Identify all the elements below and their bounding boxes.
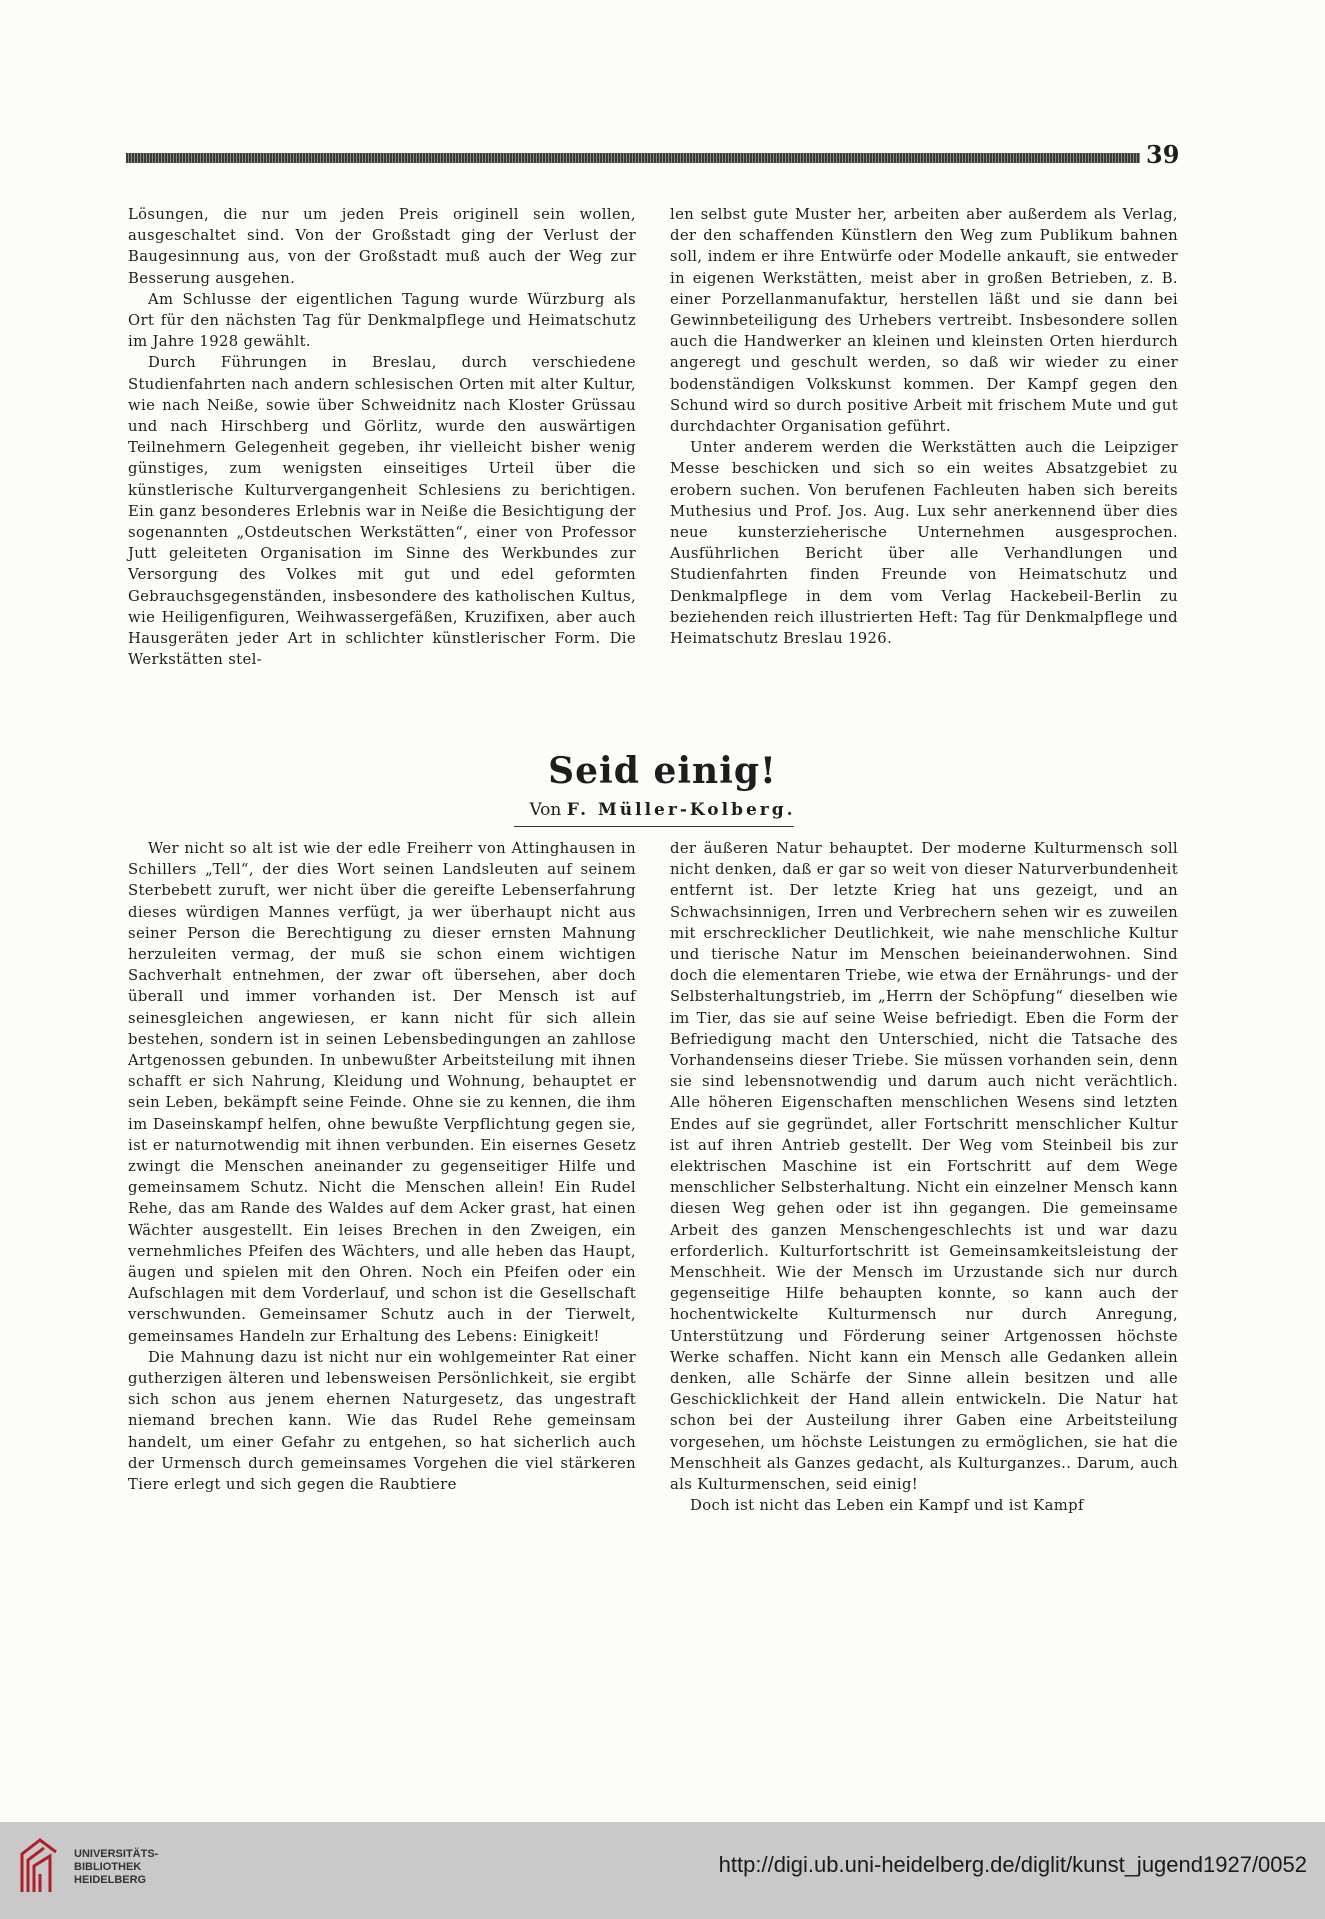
byline-underline: [514, 826, 794, 827]
header-rule: [126, 153, 1140, 163]
library-line: BIBLIOTHEK: [74, 1861, 142, 1873]
paragraph: Doch ist nicht das Leben ein Kampf und ist Kampf: [690, 1497, 1084, 1515]
article-title: Seid einig!: [548, 750, 777, 792]
article-right-column: [670, 838, 1178, 1517]
paragraph: Lösungen, die nur um jeden Preis originell sein wollen, ausgeschaltet sind. Von der Großstadt ging der Verlust der Baugesinnung aus, von der Großstadt muß auch der Weg zur Besserung ausgehen.: [128, 206, 636, 287]
paragraph: Unter anderem werden die Werkstätten auch die Leipziger Messe beschicken und sich so ein weites Absatzgebiet zu erobern suchen. Von berufenen Fachleuten haben sich bereits Muthesius und Prof. Jos. Aug. Lux sehr anerkennend über dies neue kunsterzieherische Unternehmen ausgesprochen. Ausführlichen Bericht über alle Verhandlungen und Studienfahrten finden Freunde von Heimatschutz und Denkmalpflege in dem vom Verlag Hackebeil-Berlin zu beziehenden reich illustrierten Heft: Tag für Denkmalpflege und Heimatschutz Breslau 1926.: [670, 439, 1178, 648]
byline-author: F. Müller-Kolberg.: [566, 800, 796, 820]
library-name: [74, 1848, 158, 1887]
page-number: 39: [1146, 140, 1180, 169]
article-left-column: [128, 838, 636, 1495]
library-line: HEIDELBERG: [74, 1874, 147, 1886]
paragraph: Am Schlusse der eigentlichen Tagung wurde Würzburg als Ort für den nächsten Tag für Denkmalpflege und Heimatschutz im Jahre 1928 gewählt.: [128, 290, 636, 351]
permalink-url[interactable]: http://digi.ub.uni-heidelberg.de/diglit/kunst_jugend1927/0052: [718, 1852, 1307, 1877]
paragraph: Durch Führungen in Breslau, durch verschiedene Studienfahrten nach andern schlesischen Orten mit alter Kultur, wie nach Neiße, sowie über Schweidnitz nach Kloster Grüssau und nach Hirschberg und Görlitz, wurde den auswärtigen Teilnehmern Gelegenheit gegeben, ihr vielleicht bisher wenig günstiges, zum wenigsten einseitiges Urteil über die künstlerische Kulturvergangenheit Schlesiens zu berichtigen. Ein ganz besonderes Erlebnis war in Neiße die Besichtigung der sogenannten „Ostdeutschen Werkstätten“, einer von Professor Jutt geleiteten Organisation im Sinne des Werkbundes zur Versorgung des Volkes mit gut und edel geformten Gebrauchsgegenständen, insbesondere des katholischen Kultus, wie Heiligenfiguren, Weihwassergefäßen, Kruzifixen, aber auch Hausgeräten jeder Art in schlichter künstlerischer Form. Die Werkstätten stel-: [128, 354, 636, 669]
paragraph: Wer nicht so alt ist wie der edle Freiherr von Attinghausen in Schillers „Tell“, der dies Wort seinen Landsleuten auf seinem Sterbebett zuruft, wer nicht über die gereifte Lebenserfahrung dieses würdigen Mannes verfügt, ja wer überhaupt nicht aus seiner Person die Berechtigung zu dieser ernsten Mahnung herzuleiten vermag, der muß sie schon einem wichtigen Sachverhalt entnehmen, der zwar oft übersehen, aber doch überall und immer vorhanden ist. Der Mensch ist auf seinesgleichen angewiesen, er kann nicht für sich allein bestehen, sondern ist in seinen Lebensbedingungen an zahllose Artgenossen gebunden. In unbewußter Arbeitsteilung mit ihnen schafft er sich Nahrung, Kleidung und Wohnung, behauptet er sein Leben, bekämpft seine Feinde. Ohne sie zu kennen, die ihm im Daseinskampf helfen, ohne bewußte Verpflichtung gegen sie, ist er naturnotwendig mit ihnen verbunden. Ein eisernes Gesetz zwingt die Menschen aneinander zu gegenseitiger Hilfe und gemeinsamem Schutz. Nicht die Menschen allein! Ein Rudel Rehe, das am Rande des Waldes auf dem Acker grast, hat einen Wächter ausgestellt. Ein leises Brechen in den Zweigen, ein vernehmliches Pfeifen des Wächters, und alle heben das Haupt, äugen und spielen mit den Ohren. Noch ein Pfeifen oder ein Aufschlagen mit dem Vorderlauf, und schon ist die Gesellschaft verschwunden. Gemeinsamer Schutz auch in der Tierwelt, gemeinsames Handeln zur Erhaltung des Lebens: Einigkeit!: [128, 840, 636, 1345]
top-right-column: [670, 204, 1178, 649]
paragraph: Die Mahnung dazu ist nicht nur ein wohlgemeinter Rat einer gutherzigen älteren und lebensweisen Persönlichkeit, sie ergibt sich schon aus jenem ehernen Naturgesetz, das ungestraft niemand brechen kann. Wie das Rudel Rehe gemeinsam handelt, um einer Gefahr zu entgehen, so hat sicherlich auch der Urmensch durch gemeinsames Vorgehen die viel stärkeren Tiere erlegt und sich gegen die Raubtiere: [128, 1348, 636, 1494]
top-left-column: [128, 204, 636, 670]
article-byline: [0, 800, 1325, 820]
viewer-footer: [0, 1822, 1325, 1919]
paragraph: der äußeren Natur behauptet. Der moderne Kulturmensch soll nicht denken, daß er gar so weit von dieser Naturverbundenheit entfernt ist. Der letzte Krieg hat uns gezeigt, und an Schwachsinnigen, Irren und Verbrechern sehen wir es zuweilen mit erschrecklicher Deutlichkeit, wie nahe menschliche Kultur und tierische Natur im Menschen beieinanderwohnen. Sind doch die elementaren Triebe, wie etwa der Ernährungs- und der Selbsterhaltungstrieb, im „Herrn der Schöpfung“ dieselben wie im Tier, das sie auf seine Weise befriedigt. Eben die Form der Befriedigung macht den Unterschied, nicht die Tatsache des Vorhandenseins dieser Triebe. Sie müssen vorhanden sein, denn sie sind lebensnotwendig und darum auch nicht verächtlich. Alle höheren Eigenschaften menschlichen Wesens sind letzten Endes auf sie gegründet, aller Fortschritt menschlicher Kultur ist auf ihren Antrieb gestellt. Der Weg vom Steinbeil bis zur elektrischen Maschine ist ein Fortschritt auf dem Wege menschlicher Selbsterhaltung. Nicht ein einzelner Mensch kann diesen Weg gehen oder ist ihn gegangen. Die gemeinsame Arbeit des ganzen Menschengeschlechts ist und war dazu erforderlich. Kulturfortschritt ist Gemeinsamkeitsleistung der Menschheit. Wie der Mensch im Urzustande sich nur durch gegenseitige Hilfe behaupten konnte, so kann auch der hochentwickelte Kulturmensch nur durch Anregung, Unterstützung und Förderung seiner Artgenossen höchste Werke schaffen. Nicht kann ein Mensch alle Gedanken allein denken, alle Schärfe der Sinne allein besitzen und alle Geschicklichkeit der Hand allein entwickeln. Die Natur hat schon bei der Austeilung ihrer Gaben eine Arbeitsteilung vorgesehen, um höchste Leistungen zu ermöglichen, sie hat die Menschheit als Ganzes gedacht, als Kulturganzes.. Darum, auch als Kulturmenschen, seid einig!: [670, 840, 1178, 1494]
byline-prefix: Von: [529, 800, 562, 820]
paragraph: len selbst gute Muster her, arbeiten aber außerdem als Verlag, der den schaffenden Künstlern den Weg zum Publikum bahnen soll, indem er ihre Entwürfe oder Modelle ankauft, sie entweder in eigenen Werkstätten, meist aber in großen Betrieben, z. B. einer Porzellanmanufaktur, herstellen läßt und sie dann bei Gewinnbeteiligung des Urhebers vertreibt. Insbesondere sollen auch die Handwerker an kleinen und kleinsten Orten hierdurch angeregt und geschult werden, so daß wir wieder zu einer bodenständigen Volkskunst kommen. Der Kampf gegen den Schund wird so durch positive Arbeit mit frischem Mute und gut durchdachter Organisation geführt.: [670, 206, 1178, 436]
library-line: UNIVERSITÄTS-: [74, 1848, 159, 1860]
library-logo-icon[interactable]: [16, 1834, 62, 1896]
